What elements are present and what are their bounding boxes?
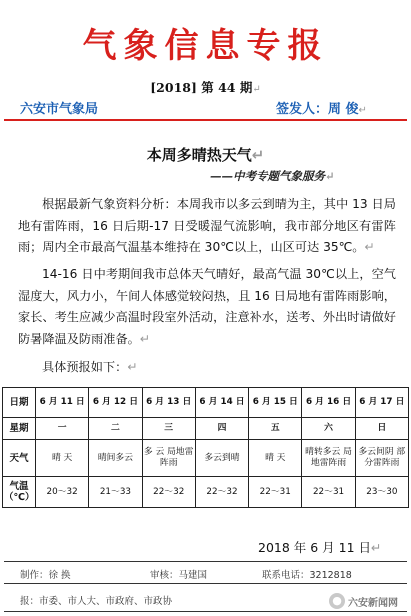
signer-text: 签发人：周 俊 <box>276 102 359 117</box>
paragraph-mark: ↵ <box>371 540 382 555</box>
issue-date-text: 2018 年 6 月 11 日 <box>258 540 372 555</box>
author: 制作：徐 换 <box>20 570 71 581</box>
paragraph-2-text: 14-16 日中考期间我市总体天气晴好，最高气温 30℃以上，空气湿度大，风力小，午间人体感觉较闷热，且 16 日局地有雷阵雨影响，家长、考生应减少高温时段室外活动，注意补水，送考、外出时请做好防暑降温及防雨准备。 <box>18 267 396 346</box>
footer-divider <box>4 583 407 584</box>
report-title-text: 本周多晴热天气 <box>146 146 252 164</box>
chat-bubble-icon: ● <box>329 593 345 609</box>
paragraph-1 <box>18 194 396 259</box>
paragraph-mark: ↵ <box>358 105 367 116</box>
table-row-weekday <box>3 418 409 440</box>
table-cell-date: 6 月 17 日 <box>355 388 408 418</box>
paragraph-mark: ↵ <box>139 331 151 346</box>
table-row-weather <box>3 440 409 477</box>
signer <box>276 98 367 117</box>
report-title <box>0 144 411 165</box>
paragraph-mark: ↵ <box>325 169 335 183</box>
table-cell-temperature: 22～31 <box>302 477 355 508</box>
table-cell-date: 6 月 16 日 <box>302 388 355 418</box>
table-cell-weekday: 二 <box>89 418 142 440</box>
table-cell-date: 6 月 14 日 <box>195 388 248 418</box>
table-cell-temperature: 20～32 <box>36 477 89 508</box>
row-label-weekday: 星期 <box>3 418 36 440</box>
table-cell-weekday: 日 <box>355 418 408 440</box>
watermark <box>329 591 409 611</box>
masthead-title: 气象信息专报 <box>82 26 329 66</box>
table-cell-weekday: 三 <box>142 418 195 440</box>
header-divider <box>4 119 407 121</box>
table-cell-date: 6 月 13 日 <box>142 388 195 418</box>
table-row-date <box>3 388 409 418</box>
footer-divider <box>4 611 407 612</box>
table-cell-weekday: 五 <box>249 418 302 440</box>
table-cell-weather: 晴间多云 <box>89 440 142 477</box>
table-cell-weekday: 六 <box>302 418 355 440</box>
table-cell-temperature: 22～32 <box>195 477 248 508</box>
table-cell-weather: 多 云 局地雷阵雨 <box>142 440 195 477</box>
report-subtitle <box>210 168 335 184</box>
issue-date <box>258 538 382 556</box>
table-cell-temperature: 21～33 <box>89 477 142 508</box>
issue-number-text: [2018] 第 44 期 <box>150 80 253 95</box>
table-cell-weather: 晴 天 <box>249 440 302 477</box>
paragraph-mark: ↵ <box>127 360 138 374</box>
contact-phone: 联系电话：3212818 <box>262 570 352 581</box>
footer-divider <box>4 561 407 562</box>
distribution-list: 报：市委、市人大、市政府、市政协 <box>20 596 173 607</box>
row-label-temperature: 气温（℃） <box>3 477 36 508</box>
table-cell-weather: 多云间阴 部分雷阵雨 <box>355 440 408 477</box>
forecast-table <box>2 387 409 508</box>
paragraph-3-text: 具体预报如下： <box>42 360 128 374</box>
issue-number <box>0 78 411 96</box>
row-label-weather: 天气 <box>3 440 36 477</box>
table-cell-temperature: 22～31 <box>249 477 302 508</box>
table-cell-weather: 晴 天 <box>36 440 89 477</box>
organization-name-text: 六安市气象局 <box>20 102 99 117</box>
table-cell-weather: 晴转多云 局地雷阵雨 <box>302 440 355 477</box>
table-row-temperature <box>3 477 409 508</box>
paragraph-3 <box>18 357 396 379</box>
table-cell-date: 6 月 15 日 <box>249 388 302 418</box>
watermark-text: 六安新闻网 <box>348 597 398 609</box>
table-cell-temperature: 22～32 <box>142 477 195 508</box>
organization-name <box>20 98 98 117</box>
table-cell-date: 6 月 11 日 <box>36 388 89 418</box>
paragraph-2 <box>18 264 396 350</box>
paragraph-mark: ↵ <box>364 240 375 254</box>
paragraph-1-text: 根据最新气象资料分析：本周我市以多云到晴为主，其中 13 日局地有雷阵雨，16 日后期-17 日受暖湿气流影响，我市部分地区有雷阵雨；周内全市最高气温基本维持在 30℃以上，山区可达 35℃。 <box>18 197 396 254</box>
row-label-date: 日期 <box>3 388 36 418</box>
table-cell-weekday: 一 <box>36 418 89 440</box>
table-cell-weather: 多云到晴 <box>195 440 248 477</box>
report-subtitle-text: ——中考专题气象服务 <box>210 169 325 183</box>
table-cell-weekday: 四 <box>195 418 248 440</box>
paragraph-mark: ↵ <box>251 146 265 164</box>
table-cell-date: 6 月 12 日 <box>89 388 142 418</box>
paragraph-mark: ↵ <box>252 84 261 95</box>
table-cell-temperature: 23～30 <box>355 477 408 508</box>
reviewer: 审核：马建国 <box>150 570 208 581</box>
